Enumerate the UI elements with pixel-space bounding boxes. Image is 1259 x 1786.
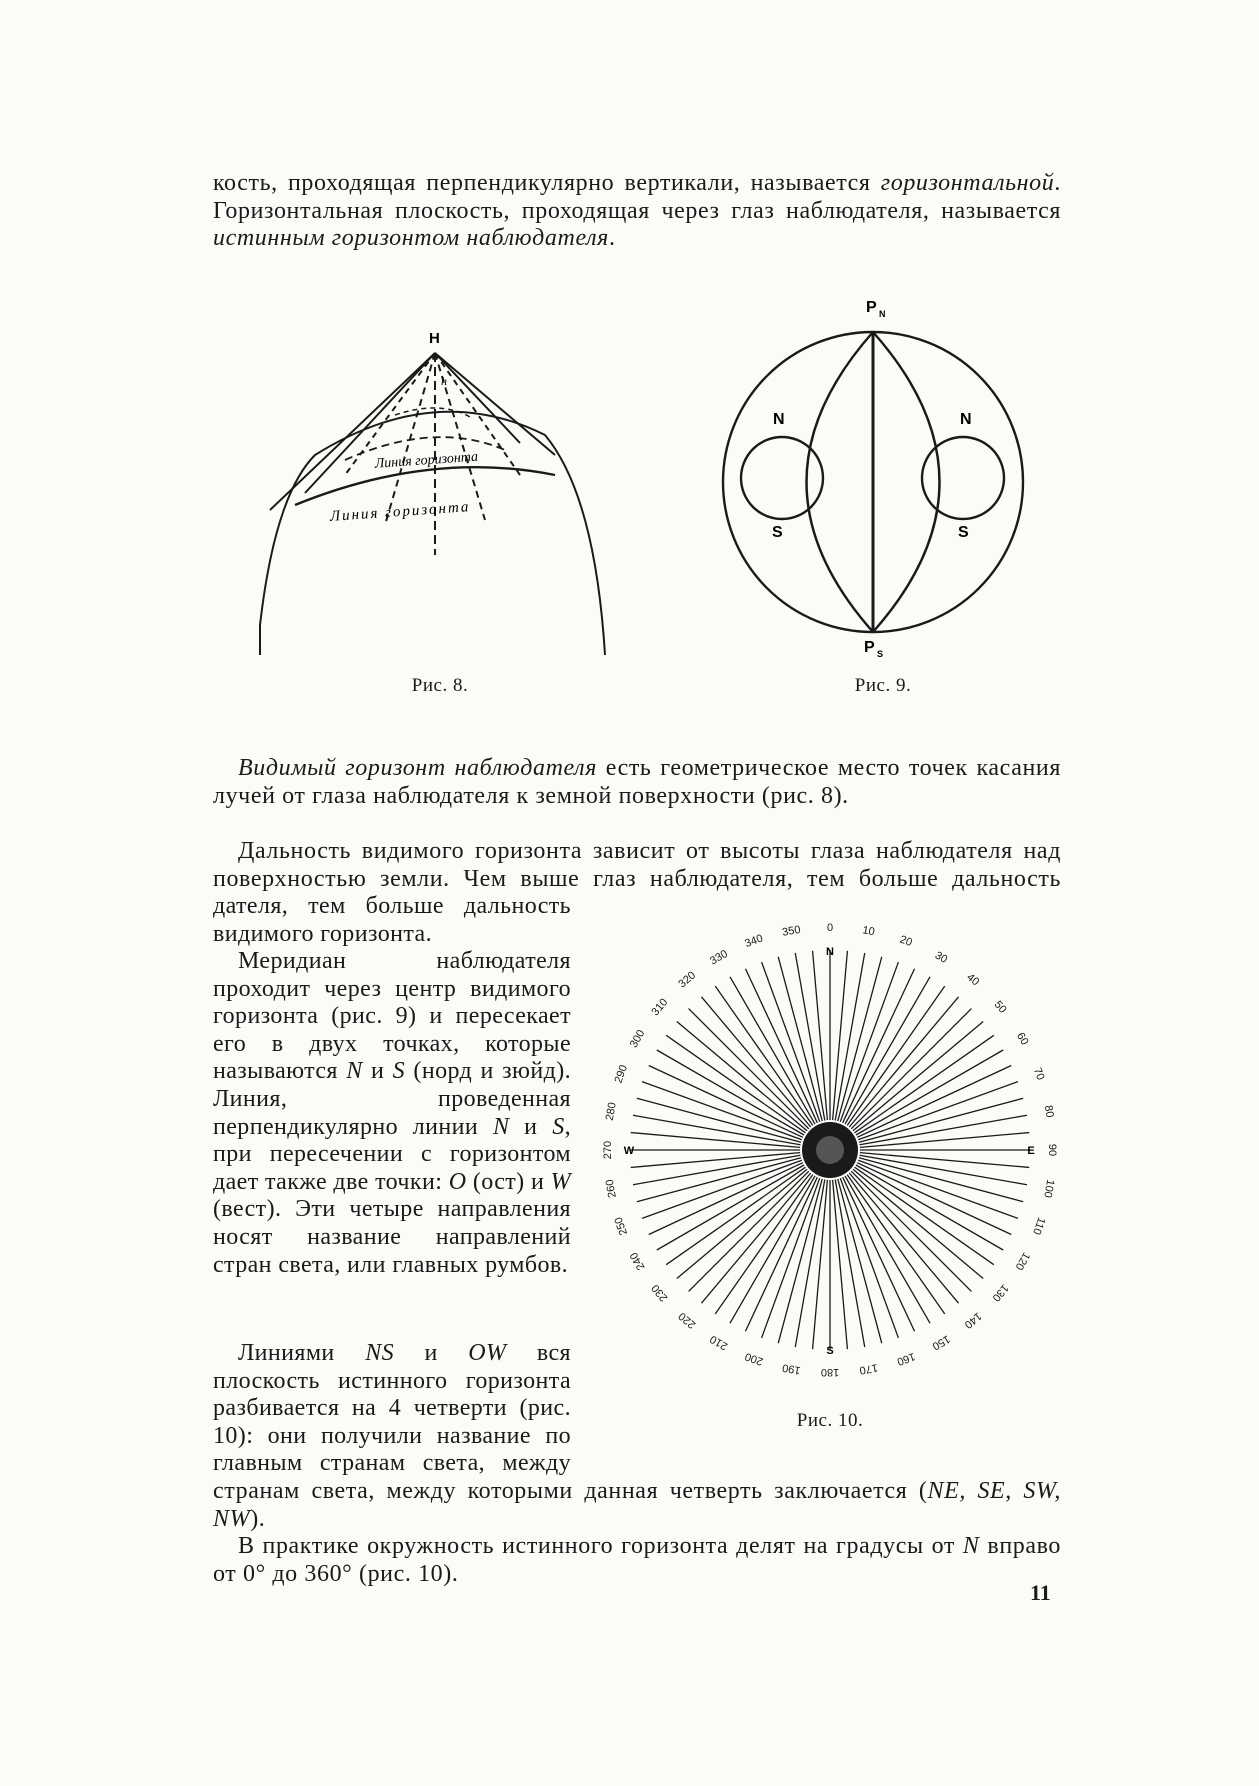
rose-degree-label: 270 bbox=[601, 1140, 614, 1160]
rose-degree-label: 70 bbox=[1030, 1066, 1047, 1082]
rose-label-w: W bbox=[623, 1145, 635, 1157]
figure-8 bbox=[255, 325, 625, 665]
quarters-text-a: Линиями bbox=[238, 1340, 366, 1366]
rose-degree-label: 90 bbox=[1046, 1143, 1059, 1157]
rose-degree-label: 230 bbox=[649, 1281, 671, 1304]
rose-degree-label: 290 bbox=[612, 1063, 631, 1085]
range-paragraph-cont bbox=[213, 893, 571, 948]
quarters-ow: OW bbox=[468, 1340, 507, 1366]
visible-horizon-left bbox=[741, 437, 823, 519]
range-paragraph bbox=[213, 838, 1061, 893]
meridian-paragraph bbox=[213, 948, 571, 1279]
rose-degree-label: 150 bbox=[930, 1332, 952, 1353]
quarters-text-d: ). bbox=[250, 1505, 266, 1532]
degrees-paragraph bbox=[213, 1533, 1061, 1588]
meridian-text-a: Меридиан наблюдателя проходит через центр видимого горизонта (рис. 9) и пересекает его в двух точках, которые называются bbox=[213, 948, 571, 1085]
rose-degree-label: 330 bbox=[708, 947, 730, 968]
meridian-text-e: , при пересечении с горизонтом дает также две точки: bbox=[213, 1113, 572, 1195]
label-eye-point: Н bbox=[429, 330, 440, 347]
rose-degree-label: 40 bbox=[964, 971, 982, 989]
rose-degree-label: 50 bbox=[991, 998, 1009, 1016]
rose-degree-label: 160 bbox=[895, 1349, 917, 1368]
meridian-w: W bbox=[550, 1168, 572, 1195]
intro-text-3: . bbox=[608, 225, 616, 252]
rose-degree-label: 0 bbox=[826, 921, 834, 934]
rose-ray bbox=[851, 1009, 971, 1129]
rose-degree-label: 60 bbox=[1014, 1030, 1031, 1048]
figure-9-caption: Рис. 9. bbox=[854, 675, 912, 696]
label-ps: Р bbox=[864, 639, 875, 656]
label-pn: Р bbox=[866, 299, 877, 316]
label-horizon-outer: Линия горизонта bbox=[329, 499, 471, 525]
meridian-text-g: (вест). Эти четыре направления носят название направлений стран света, или главных румбов. bbox=[213, 1196, 571, 1278]
label-horizon-inner: Линия горизонта bbox=[374, 449, 479, 472]
rose-degree-label: 220 bbox=[676, 1309, 699, 1331]
meridian-n2: N bbox=[492, 1113, 510, 1140]
intro-text-2: . Горизонтальная плоскость, проходящая через глаз наблюдателя, называется bbox=[213, 170, 1061, 224]
quarters-ns: NS bbox=[365, 1340, 395, 1366]
figure-8-caption: Рис. 8. bbox=[411, 675, 469, 696]
label-height: h bbox=[441, 374, 447, 388]
earth-outline bbox=[260, 412, 605, 655]
label-ps-sub: S bbox=[877, 649, 884, 659]
figure-10-caption: Рис. 10. bbox=[796, 1410, 864, 1431]
rose-degree-label: 200 bbox=[743, 1349, 765, 1368]
label-n-right: N bbox=[960, 411, 972, 428]
meridian-text-b: и bbox=[362, 1058, 393, 1085]
quarters-text-tail: странам света, между которыми данная четверть заключается ( bbox=[213, 1478, 928, 1504]
rose-degree-label: 120 bbox=[1012, 1250, 1033, 1272]
term-visible-horizon: Видимый горизонт наблюдателя bbox=[238, 755, 597, 781]
rose-center-inner bbox=[816, 1136, 844, 1164]
quarters-text-b: и bbox=[394, 1340, 469, 1366]
meridian-n: N bbox=[346, 1058, 363, 1085]
quarters-paragraph bbox=[213, 1340, 571, 1478]
rose-degree-label: 80 bbox=[1041, 1104, 1056, 1119]
tangent-left bbox=[270, 353, 435, 510]
term-true-horizon: истинным горизонтом наблюдателя bbox=[213, 225, 609, 252]
rose-degree-label: 250 bbox=[612, 1215, 631, 1237]
meridian-left bbox=[807, 332, 874, 632]
degrees-text-b: вправо от 0° до 360° (рис. 10). bbox=[213, 1533, 1061, 1587]
rose-degree-label: 190 bbox=[781, 1361, 802, 1377]
rose-degree-label: 280 bbox=[603, 1101, 619, 1122]
label-pn-sub: N bbox=[879, 309, 886, 319]
rose-label-s: S bbox=[826, 1345, 834, 1357]
label-s-left: S bbox=[772, 524, 783, 541]
rose-degree-label: 180 bbox=[820, 1366, 840, 1379]
intro-text-1: кость, проходящая перпендикулярно вертикали, называется bbox=[213, 170, 881, 196]
quarters-list: NE, SE, SW, NW bbox=[213, 1478, 1061, 1532]
rose-degree-label: 20 bbox=[898, 933, 914, 950]
meridian-text-f: (ост) и bbox=[466, 1168, 551, 1195]
rose-degree-label: 340 bbox=[743, 932, 765, 951]
meridian-text-c: (норд и зюйд). Линия, проведенная перпендикулярно линии bbox=[213, 1058, 572, 1140]
meridian-o: O bbox=[448, 1168, 467, 1195]
figure-8-drawing bbox=[255, 325, 625, 665]
range-text-tail: дателя, тем больше дальность видимого горизонта. bbox=[213, 893, 571, 947]
page-number: 11 bbox=[1030, 1580, 1051, 1605]
intro-paragraph bbox=[213, 170, 1061, 253]
rose-degree-label: 320 bbox=[676, 969, 699, 991]
rose-label-n: N bbox=[826, 946, 834, 958]
rose-ray bbox=[689, 1171, 809, 1291]
figure-9 bbox=[710, 292, 1040, 659]
rose-degree-label: 210 bbox=[708, 1332, 730, 1353]
visible-horizon-text: есть геометрическое место точек касания лучей от глаза наблюдателя к земной поверхности (рис. 8). bbox=[213, 755, 1061, 809]
rose-degree-label: 300 bbox=[627, 1028, 648, 1050]
rose-ray bbox=[851, 1171, 971, 1291]
meridian-text-d: и bbox=[509, 1113, 553, 1140]
rose-degree-label: 30 bbox=[932, 949, 950, 966]
rose-degree-label: 310 bbox=[649, 996, 671, 1019]
meridian-s: S bbox=[392, 1058, 406, 1085]
degrees-text-a: В практике окружность истинного горизонта делят на градусы от bbox=[238, 1533, 963, 1559]
visible-horizon-paragraph bbox=[213, 755, 1061, 810]
degrees-n: N bbox=[962, 1533, 980, 1559]
quarters-paragraph-cont bbox=[213, 1478, 1061, 1533]
term-horizontal: горизонтальной bbox=[880, 170, 1055, 196]
label-n-left: N bbox=[773, 411, 785, 428]
rose-degree-label: 170 bbox=[858, 1361, 879, 1377]
figure-9-drawing bbox=[710, 292, 1040, 659]
horizon-outer bbox=[295, 467, 555, 505]
rose-degree-label: 260 bbox=[603, 1178, 619, 1199]
rose-degree-label: 130 bbox=[989, 1281, 1011, 1304]
rose-label-e: E bbox=[1027, 1145, 1035, 1157]
label-s-right: S bbox=[958, 524, 969, 541]
visible-horizon-right bbox=[922, 437, 1004, 519]
rose-degree-label: 110 bbox=[1030, 1215, 1048, 1237]
figure-10 bbox=[585, 905, 1075, 1395]
rose-ray bbox=[689, 1009, 809, 1129]
compass-rose bbox=[585, 905, 1075, 1395]
rose-degree-label: 350 bbox=[781, 923, 802, 939]
rose-degree-label: 10 bbox=[861, 924, 876, 939]
meridian-right bbox=[873, 332, 940, 632]
meridian-s2: S bbox=[552, 1113, 565, 1140]
quarters-text-c: вся плоскость истинного горизонта разбивается на 4 четверти (рис. 10): они получили название по главным странам света, между bbox=[213, 1340, 571, 1477]
range-text-full: Дальность видимого горизонта зависит от высоты глаза наблюдателя над поверхностью земли. Чем выше глаз наблюдателя, тем больше дальность bbox=[213, 838, 1061, 892]
rose-degree-label: 100 bbox=[1041, 1178, 1057, 1199]
rose-degree-label: 140 bbox=[961, 1309, 984, 1331]
rose-degree-label: 240 bbox=[627, 1250, 648, 1272]
